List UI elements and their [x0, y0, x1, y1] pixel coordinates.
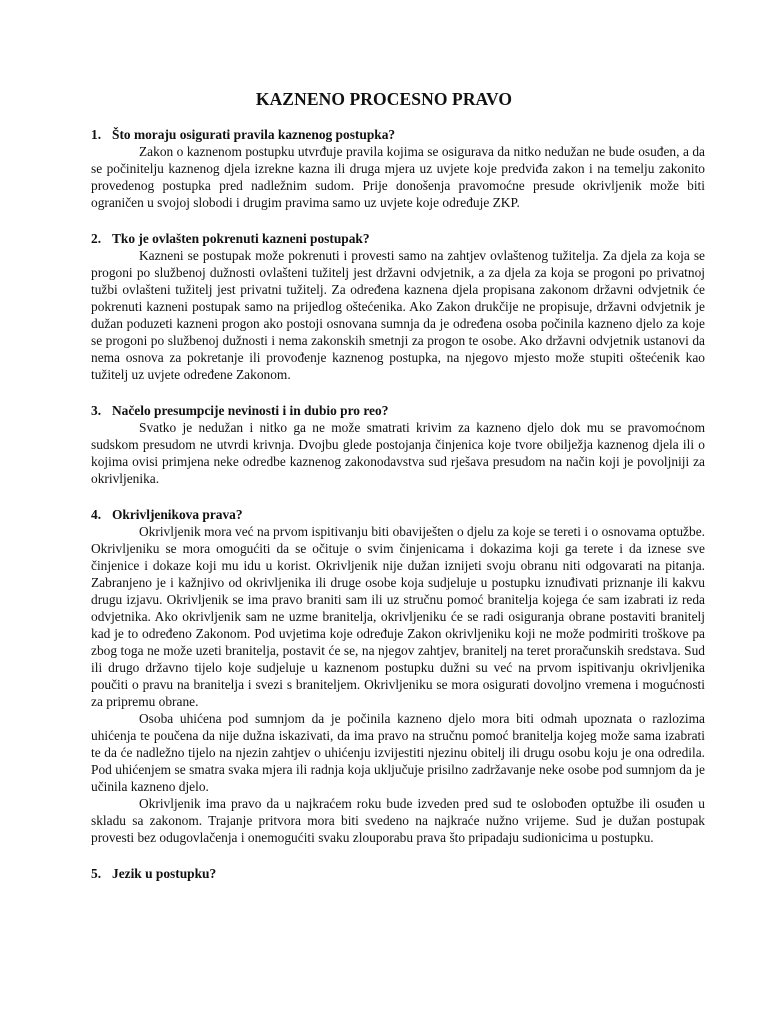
section-number: 1.	[91, 127, 102, 142]
section-number: 2.	[91, 231, 102, 246]
document-body	[91, 126, 705, 901]
section-paragraph: Okrivljenik mora već na prvom ispitivanju biti obaviješten o djelu za koje se tereti i o osnovama optužbe. Okrivljeniku se mora omogućiti da se očituje o svim činjenicama i dokazima koji ga terete i da iznese sve činjenice i dokaze koji mu idu u korist. Okrivljenik nije dužan iznijeti svoju obranu niti odgovarati na pitanja. Zabranjeno je i kažnjivo od okrivljenika ili druge osobe koja sudjeluje u postupku iznuđivati priznanje ili kakvu drugu izjavu. Okrivljenik se ima pravo braniti sam ili uz stručnu pomoć branitelja kojega će sam izabrati iz reda odvjetnika. Ako okrivljenik sam ne uzme branitelja, okrivljeniku će se radi osiguranja obrane postaviti branitelj kad je to određeno Zakonom. Pod uvjetima koje određuje Zakon okrivljeniku koji ne može podmiriti troškove pa zbog toga ne može uzeti branitelja, postavit će se, na njegov zahtjev, branitelj na teret proračunskih sredstava. Sud ili drugo državno tijelo koje sudjeluje u kaznenom postupku dužni su već na prvom ispitivanju okrivljenika poučiti o pravu na branitelja i svezi s braniteljem. Okrivljeniku se mora osigurati dovoljno vremena i mogućnosti za pripremu obrane.	[91, 524, 705, 709]
section-question	[91, 126, 705, 143]
section-question	[91, 230, 705, 247]
section-question-text: Što moraju osigurati pravila kaznenog postupka?	[112, 127, 396, 142]
section-question	[91, 865, 705, 882]
section-question	[91, 402, 705, 419]
section-question-text: Jezik u postupku?	[112, 866, 217, 881]
section-number: 4.	[91, 507, 102, 522]
section-2	[91, 230, 705, 383]
section-1	[91, 126, 705, 211]
section-question-text: Okrivljenikova prava?	[112, 507, 243, 522]
section-number: 3.	[91, 403, 102, 418]
document-title: KAZNENO PROCESNO PRAVO	[255, 89, 513, 109]
section-paragraph: Kazneni se postupak može pokrenuti i provesti samo na zahtjev ovlaštenog tužitelja. Za djela za koja se progoni po službenoj dužnosti ovlašteni tužitelj jest državni odvjetnik, a za djela za koja se progoni po privatnoj tužbi ovlašteni tužitelj jest privatni tužitelj. Za određena kaznena djela propisana zakonom državni odvjetnik će pokrenuti kazneni postupak samo na prijedlog oštećenika. Ako Zakon drukčije ne propisuje, državni odvjetnik je dužan poduzeti kazneni progon ako postoji osnovana sumnja da je određena osoba počinila kazneno djelo za koje se progoni po službenoj dužnosti i nema zakonskih smetnji za progon te osobe. Ako državni odvjetnik ustanovi da nema osnova za pokretanje ili provođenje kaznenog postupka, na njegovo mjesto može stupiti oštećenik kao tužitelj uz uvjete određene Zakonom.	[91, 248, 705, 382]
section-3	[91, 402, 705, 487]
section-paragraph: Svatko je nedužan i nitko ga ne može smatrati krivim za kazneno djelo dok mu se pravomoćnom sudskom presudom ne utvrdi krivnja. Dvojbu glede postojanja činjenica koje tvore obilježja kaznenog djela ili o kojima ovisi primjena neke odredbe kaznenog zakonodavstva sud rješava presudom na način koji je povoljniji za okrivljenika.	[91, 420, 705, 486]
section-number: 5.	[91, 866, 102, 881]
section-4	[91, 506, 705, 846]
section-question	[91, 506, 705, 523]
section-paragraph: Osoba uhićena pod sumnjom da je počinila kazneno djelo mora biti odmah upoznata o razlozima uhićenja te poučena da nije dužna iskazivati, da ima pravo na stručnu pomoć branitelja kojeg može sama izabrati te da će nadležno tijelo na njezin zahtjev o uhićenju izvijestiti njezinu obitelj ili drugu osobu koju je ona odredila. Pod uhićenjem se smatra svaka mjera ili radnja koja uključuje prisilno zadržavanje neke osobe pod sumnjom da je učinila kazneno djelo.	[91, 711, 705, 794]
section-paragraph: Zakon o kaznenom postupku utvrđuje pravila kojima se osigurava da nitko nedužan ne bude osuđen, a da se počinitelju kaznenog djela izrekne kazna ili druga mjera uz uvjete koje predviđa zakon i na temelju zakonito provedenog postupka pred nadležnim sudom. Prije donošenja pravomoćne presude okrivljenik može biti ograničen u svojoj slobodi i drugim pravima samo uz uvjete koje određuje ZKP.	[91, 144, 705, 210]
section-paragraph: Okrivljenik ima pravo da u najkraćem roku bude izveden pred sud te oslobođen optužbe ili osuđen u skladu sa zakonom. Trajanje pritvora mora biti svedeno na najkraće nužno vrijeme. Sud je dužan postupak provesti bez odugovlačenja i onemogućiti svaku zlouporabu prava što pripadaju sudionicima u postupku.	[91, 796, 705, 845]
section-question-text: Načelo presumpcije nevinosti i in dubio pro reo?	[112, 403, 389, 418]
section-question-text: Tko je ovlašten pokrenuti kazneni postupak?	[112, 231, 370, 246]
section-5	[91, 865, 705, 882]
